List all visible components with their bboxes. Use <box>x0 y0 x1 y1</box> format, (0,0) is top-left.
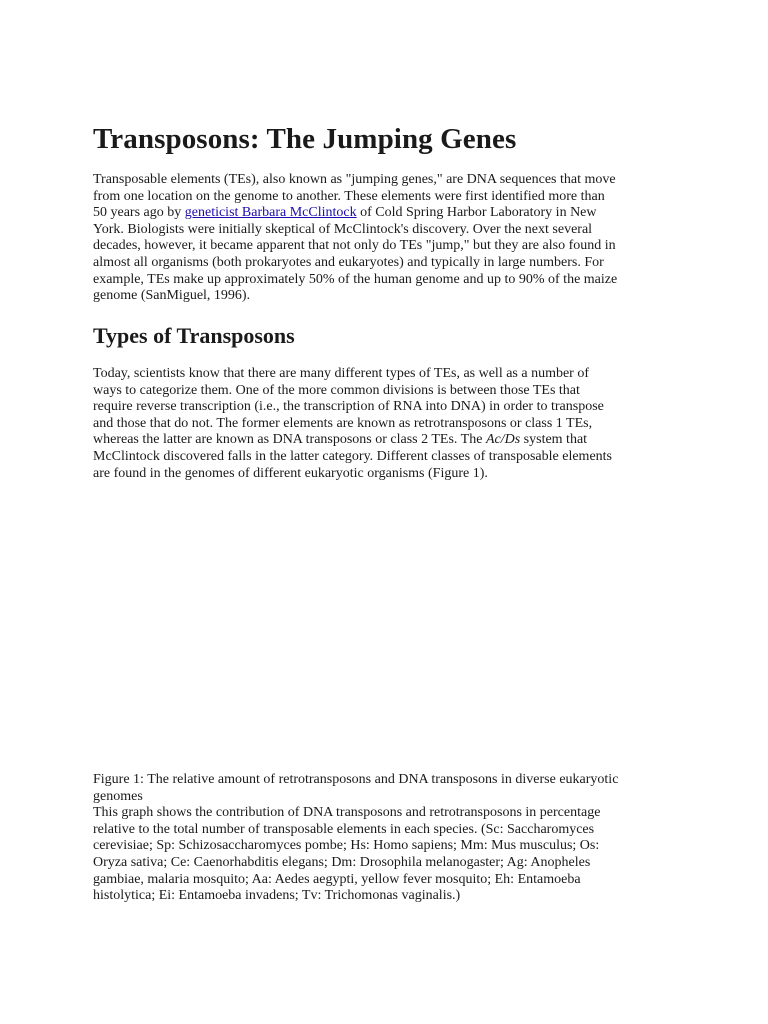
intro-line: York. Biologists were initially skeptical of McClintock's discovery. Over the next several <box>93 221 593 237</box>
types-line: are found in the genomes of different eukaryotic organisms (Figure 1). <box>93 465 488 481</box>
types-line: ways to categorize them. One of the more common divisions is between those TEs that <box>93 382 580 398</box>
mcclintock-link[interactable]: geneticist Barbara McClintock <box>184 205 357 221</box>
intro-line: genome (SanMiguel, 1996). <box>93 288 251 304</box>
intro-line: almost all organisms (both prokaryotes and eukaryotes) and typically in large numbers. For <box>93 254 604 270</box>
types-line: require reverse transcription (i.e., the transcription of RNA into DNA) in order to transpose <box>93 399 604 415</box>
figure-placeholder <box>93 500 683 760</box>
intro-line-with-link <box>93 205 683 222</box>
types-line-with-italic <box>93 432 683 449</box>
intro-line: Transposable elements (TEs), also known as "jumping genes," are DNA sequences that move <box>93 172 616 187</box>
types-line: McClintock discovered falls in the latter category. Different classes of transposable elements <box>93 448 612 464</box>
types-text: whereas the latter are known as DNA transposons or class 2 TEs. The <box>93 432 486 448</box>
types-text: system that <box>520 432 588 448</box>
intro-line: decades, however, it became apparent that not only do TEs "jump," but they are also found in <box>93 238 616 254</box>
figure-caption <box>93 772 693 905</box>
intro-text: 50 years ago by <box>93 205 185 221</box>
intro-line: example, TEs make up approximately 50% of the human genome and up to 90% of the maize <box>93 271 618 287</box>
types-paragraph <box>93 366 683 482</box>
page-title: Transposons: The Jumping Genes <box>93 123 517 155</box>
types-line: Today, scientists know that there are many different types of TEs, as well as a number of <box>93 366 590 381</box>
caption-line: relative to the total number of transposable elements in each species. (Sc: Saccharomyces <box>93 821 595 837</box>
caption-line: genomes <box>93 788 143 804</box>
ac-ds-italic: Ac/Ds <box>485 432 521 448</box>
intro-line: from one location on the genome to another. These elements were first identified more than <box>93 188 605 204</box>
caption-line: gambiae, malaria mosquito; Aa: Aedes aegypti, yellow fever mosquito; Eh: Entamoeba <box>93 871 581 887</box>
caption-line: cerevisiae; Sp: Schizosaccharomyces pombe; Hs: Homo sapiens; Mm: Mus musculus; Os: <box>93 838 600 854</box>
types-line: and those that do not. The former elements are known as retrotransposons or class 1 TEs, <box>93 415 593 431</box>
caption-line: Oryza sativa; Ce: Caenorhabditis elegans; Dm: Drosophila melanogaster; Ag: Anopheles <box>93 854 591 870</box>
caption-line: histolytica; Ei: Entamoeba invadens; Tv: Trichomonas vaginalis.) <box>93 888 461 904</box>
section-heading: Types of Transposons <box>93 323 295 348</box>
intro-paragraph <box>93 172 683 305</box>
caption-line: Figure 1: The relative amount of retrotransposons and DNA transposons in diverse eukaryotic <box>93 772 619 787</box>
caption-line: This graph shows the contribution of DNA transposons and retrotransposons in percentage <box>93 805 601 821</box>
intro-text: of Cold Spring Harbor Laboratory in New <box>356 205 597 221</box>
